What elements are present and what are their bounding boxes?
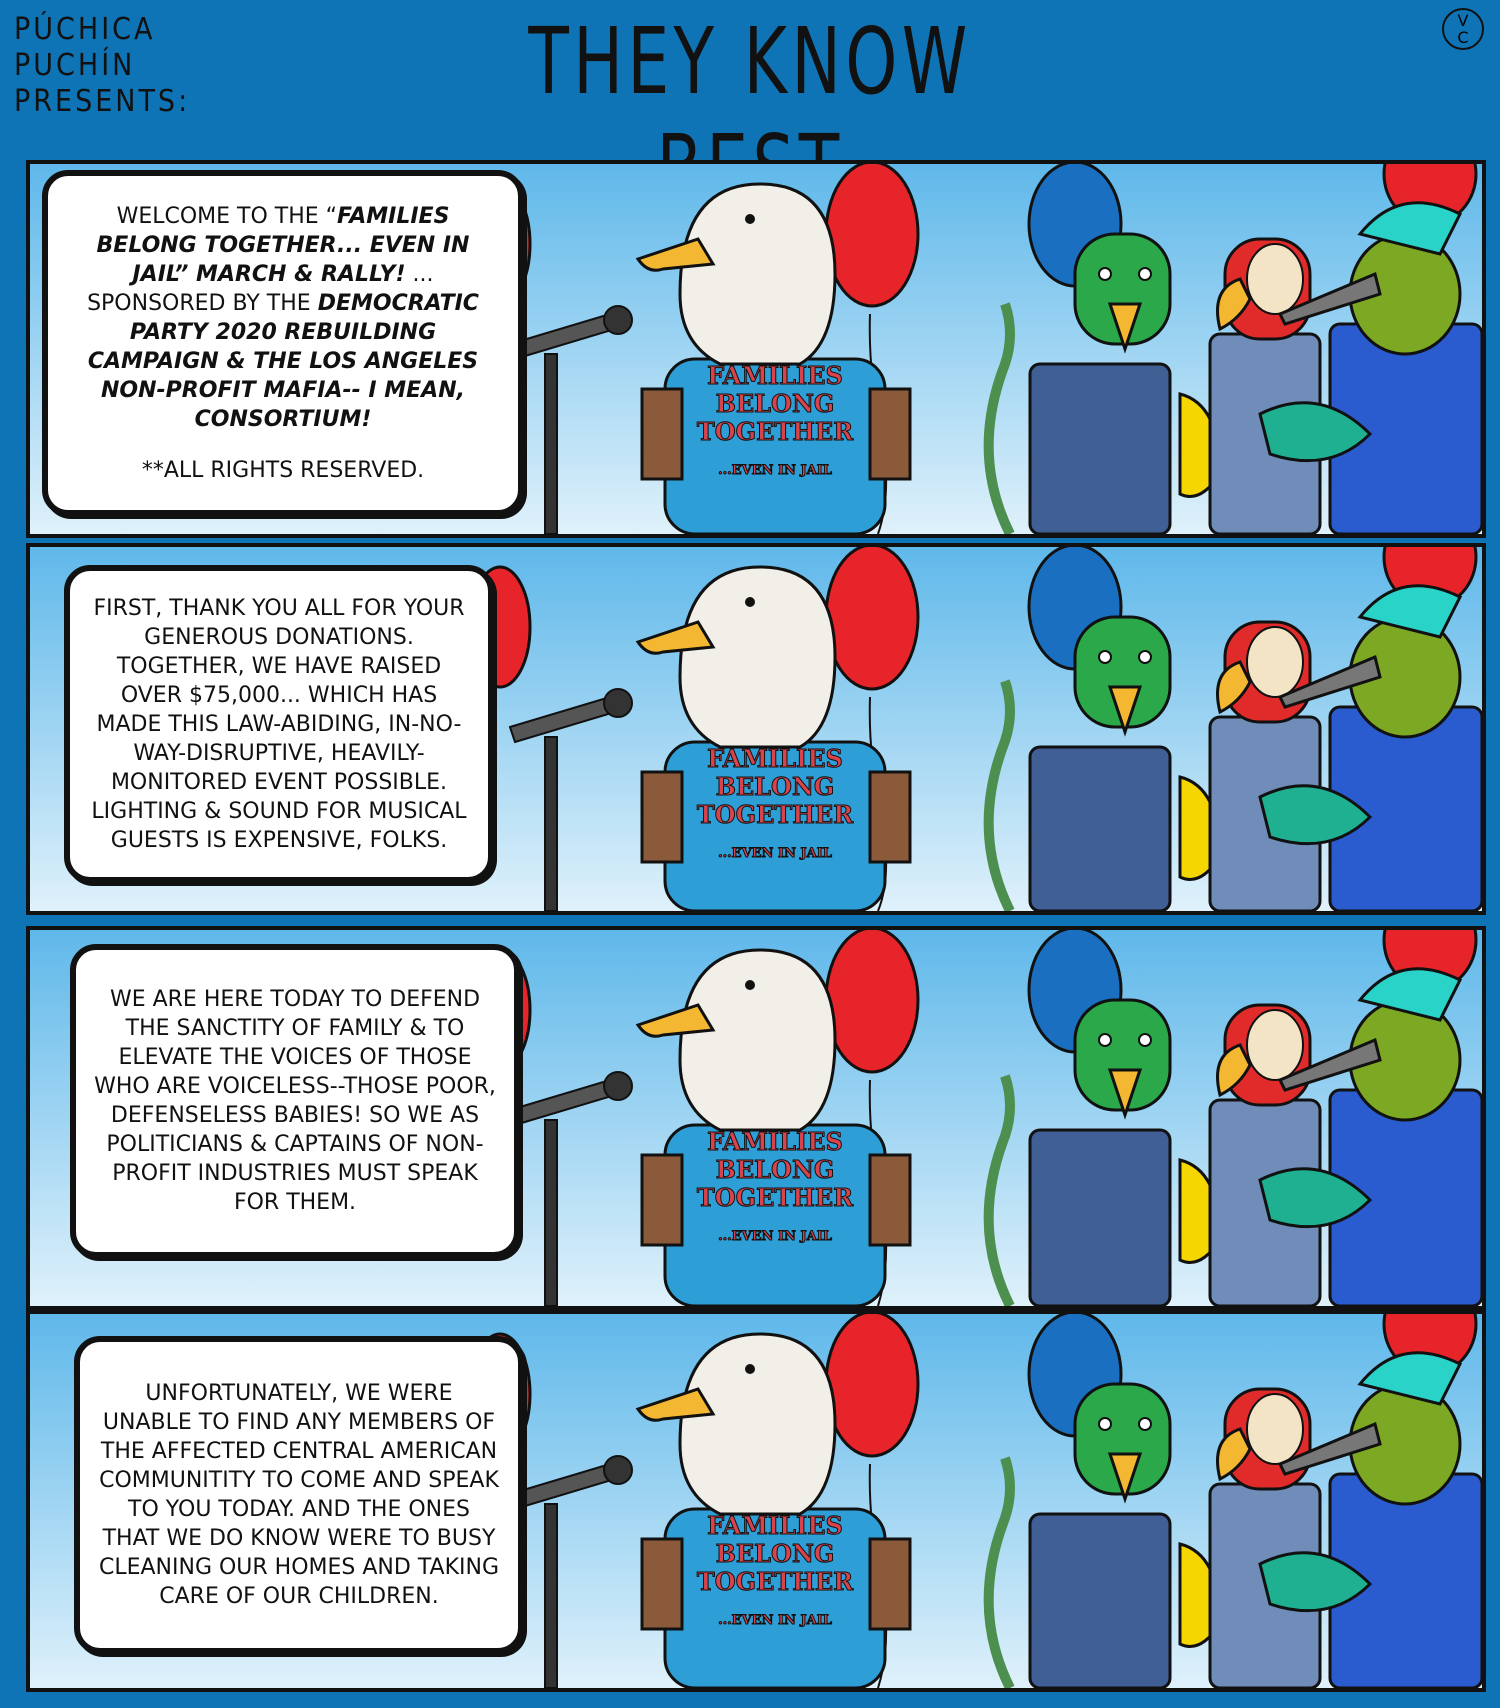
mic-stand bbox=[545, 737, 557, 911]
signature-text: V C bbox=[1457, 11, 1469, 47]
green-bird-eye bbox=[1139, 651, 1151, 663]
shirt-text-line: FAMILIES bbox=[707, 361, 843, 390]
speech-bubble-1 bbox=[42, 170, 524, 516]
eagle-wing bbox=[642, 1155, 682, 1245]
bubble-4-text: UNFORTUNATELY, WE WERE UNABLE TO FIND ANY MEMBERS OF THE AFFECTED CENTRAL AMERICAN COMMUNITITY TO COME AND SPEAK TO YOU TODAY. AND THE ONES THAT WE DO KNOW WERE TO BUSY CLEANING OUR HOMES AND TAKING CARE OF OUR CHILDREN. bbox=[98, 1381, 500, 1609]
bubble-1-text-c: ... SPONSORED BY THE bbox=[87, 261, 434, 316]
plant-stem bbox=[989, 1076, 1010, 1306]
plant-stem bbox=[989, 681, 1010, 911]
red-balloon bbox=[826, 1314, 918, 1456]
plant-stem bbox=[989, 304, 1010, 534]
shirt-text-line: BELONG bbox=[715, 1539, 835, 1568]
green-bird-eye bbox=[1139, 1034, 1151, 1046]
scene-group bbox=[470, 547, 1482, 911]
shirt-text-line: ...EVEN IN JAIL bbox=[718, 1229, 832, 1244]
green-bird-eye bbox=[1099, 1418, 1111, 1430]
eagle-head bbox=[680, 184, 835, 364]
bubble-1-text-b: FAMILIES BELONG TOGETHER... EVEN IN JAIL” MARCH & RALLY! bbox=[96, 203, 470, 287]
macaw-face bbox=[1247, 1394, 1303, 1464]
macaw-face bbox=[1247, 1010, 1303, 1080]
mic-stand bbox=[545, 1120, 557, 1306]
shirt-text-line: TOGETHER bbox=[696, 800, 854, 829]
scene-group bbox=[470, 930, 1482, 1306]
eagle-wing bbox=[870, 1155, 910, 1245]
shirt-text-line: ...EVEN IN JAIL bbox=[718, 846, 832, 861]
bubble-1-text-e: **ALL RIGHTS RESERVED. bbox=[141, 457, 425, 483]
panel-4 bbox=[26, 1310, 1486, 1692]
green-bird-eye bbox=[1139, 1418, 1151, 1430]
mic-boom bbox=[510, 697, 615, 742]
green-bird-eye bbox=[1099, 651, 1111, 663]
shirt-text-line: FAMILIES bbox=[707, 1511, 843, 1540]
presents-line-2: PUCHÍN bbox=[14, 48, 136, 83]
bubble-1-text-a: WELCOME TO THE “ bbox=[116, 203, 338, 229]
eagle-wing bbox=[870, 389, 910, 479]
bubble-1-text-d: DEMOCRATIC PARTY 2020 REBUILDING CAMPAIGN & THE LOS ANGELES NON-PROFIT MAFIA-- I MEAN, CONSORTIUM! bbox=[87, 290, 479, 432]
bubble-3-text: WE ARE HERE TODAY TO DEFEND THE SANCTITY OF FAMILY & TO ELEVATE THE VOICES OF THOSE WHO ARE VOICELESS--THOSE POOR, DEFENSELESS BABIES! SO WE AS POLITICIANS & CAPTAINS OF NON-PROFIT INDUSTRIES MUST SPEAK FOR THEM. bbox=[94, 987, 496, 1215]
microphone bbox=[604, 306, 632, 334]
green-bird-jacket bbox=[1030, 1130, 1170, 1306]
eagle-wing bbox=[642, 1539, 682, 1629]
plant-stem bbox=[989, 1458, 1010, 1688]
green-bird-jacket bbox=[1030, 1514, 1170, 1688]
eagle-head bbox=[680, 950, 835, 1130]
green-bird-eye bbox=[1099, 268, 1111, 280]
eagle-eye bbox=[745, 597, 755, 607]
microphone bbox=[604, 1072, 632, 1100]
shirt-text-line: TOGETHER bbox=[696, 417, 854, 446]
red-balloon bbox=[826, 164, 918, 306]
eagle-beak bbox=[638, 1005, 713, 1036]
speech-bubble-3 bbox=[70, 944, 520, 1258]
green-bird-jacket bbox=[1030, 747, 1170, 911]
macaw-face bbox=[1247, 627, 1303, 697]
shirt-text-line: TOGETHER bbox=[696, 1567, 854, 1596]
green-bird-eye bbox=[1139, 268, 1151, 280]
scene-group bbox=[470, 164, 1482, 534]
eagle-wing bbox=[870, 772, 910, 862]
eagle-beak bbox=[638, 239, 713, 270]
shirt-text-line: ...EVEN IN JAIL bbox=[718, 463, 832, 478]
presents-line-1: PÚCHICA bbox=[14, 12, 156, 47]
eagle-beak bbox=[638, 1389, 713, 1420]
red-balloon bbox=[826, 930, 918, 1072]
eagle-wing bbox=[870, 1539, 910, 1629]
scene-group bbox=[470, 1314, 1482, 1688]
panel-3 bbox=[26, 926, 1486, 1310]
comic-title: THEY KNOW bbox=[528, 8, 972, 115]
macaw-face bbox=[1247, 244, 1303, 314]
shirt-text-line: ...EVEN IN JAIL bbox=[718, 1613, 832, 1628]
red-balloon bbox=[826, 547, 918, 689]
shirt-text-line: TOGETHER bbox=[696, 1183, 854, 1212]
shirt-text-line: BELONG bbox=[715, 1155, 835, 1184]
mic-boom bbox=[510, 1080, 615, 1125]
shirt-text-line: BELONG bbox=[715, 772, 835, 801]
microphone bbox=[604, 1456, 632, 1484]
mic-stand bbox=[545, 354, 557, 534]
mic-boom bbox=[510, 1464, 615, 1509]
presents-line-3: PRESENTS: bbox=[14, 84, 191, 119]
panel-2 bbox=[26, 543, 1486, 915]
eagle-wing bbox=[642, 772, 682, 862]
microphone bbox=[604, 689, 632, 717]
bubble-2-text: FIRST, THANK YOU ALL FOR YOUR GENEROUS DONATIONS. TOGETHER, WE HAVE RAISED OVER $75,000... WHICH HAS MADE THIS LAW-ABIDING, IN-NO-WAY-DISRUPTIVE, HEAVILY-MONITORED EVENT POSSIBLE. LIGHTING & SOUND FOR MUSICAL GUESTS IS EXPENSIVE, FOLKS. bbox=[91, 595, 467, 853]
green-bird-jacket bbox=[1030, 364, 1170, 534]
mic-boom bbox=[510, 314, 615, 359]
eagle-eye bbox=[745, 214, 755, 224]
eagle-head bbox=[680, 567, 835, 747]
eagle-wing bbox=[642, 389, 682, 479]
shirt-text-line: FAMILIES bbox=[707, 744, 843, 773]
shirt-text-line: FAMILIES bbox=[707, 1127, 843, 1156]
eagle-eye bbox=[745, 1364, 755, 1374]
panel-1 bbox=[26, 160, 1486, 538]
eagle-head bbox=[680, 1334, 835, 1514]
artist-signature bbox=[1442, 8, 1484, 50]
shirt-text-line: BELONG bbox=[715, 389, 835, 418]
mic-stand bbox=[545, 1504, 557, 1688]
eagle-eye bbox=[745, 980, 755, 990]
green-bird-eye bbox=[1099, 1034, 1111, 1046]
eagle-beak bbox=[638, 622, 713, 653]
speech-bubble-2 bbox=[64, 565, 494, 883]
presents-label bbox=[14, 12, 190, 120]
speech-bubble-4 bbox=[74, 1336, 524, 1654]
